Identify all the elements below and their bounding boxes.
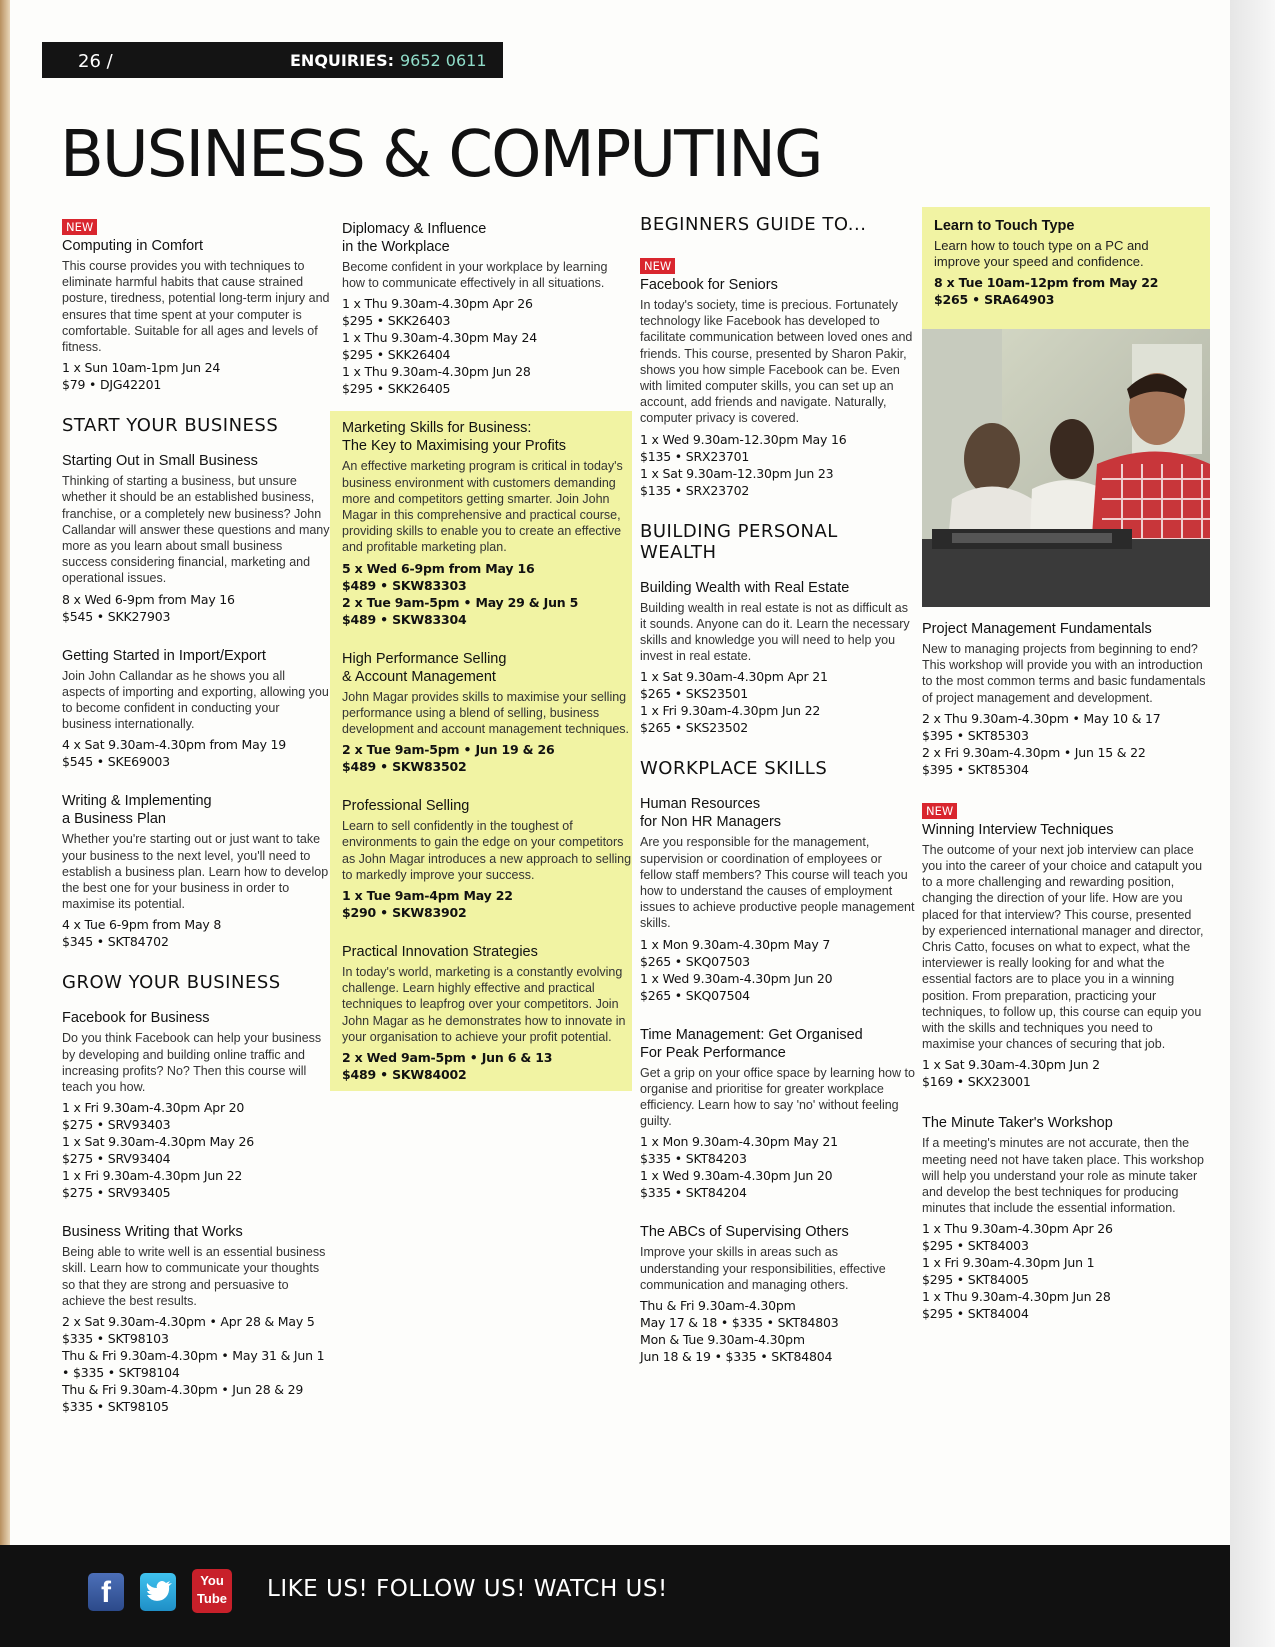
session: 2 x Sat 9.30am-4.30pm • Apr 28 & May 5 [62, 1314, 315, 1330]
course-sessions [922, 1220, 1206, 1322]
course-business-writing [62, 1223, 330, 1415]
course-name: The ABCs of Supervising Others [640, 1224, 849, 1241]
typing-students-photo [922, 329, 1210, 607]
session: 1 x Tue 9am-4pm May 22 [342, 888, 513, 904]
course-name: Professional Selling [342, 798, 470, 815]
course-name-line1: High Performance Selling [342, 650, 507, 667]
new-badge: NEW [922, 803, 957, 819]
course-description: John Magar provides skills to maximise your selling performance using a blend of selling, business development and account management techniques. [342, 689, 629, 737]
course-sessions [62, 1099, 330, 1201]
price-code: $135 • SRX23702 [640, 482, 750, 498]
course-description: This course provides you with techniques to eliminate harmful habits that cause strained posture, tiredness, potential long-term injury and ensures that time spent at your computer is comfortable. Suitable for all ages and levels of fitness. [62, 259, 330, 355]
course-name-line1: Human Resources [640, 796, 761, 813]
page-edge-shadow [1230, 0, 1275, 1647]
session: 1 x Fri 9.30am-4.30pm Jun 22 [640, 703, 821, 719]
price-code: $169 • SKX23001 [922, 1074, 1031, 1090]
course-marketing [342, 419, 632, 627]
course-innovation [342, 943, 632, 1083]
footer-slogan: LIKE US! FOLLOW US! WATCH US! [267, 1576, 668, 1602]
session: 1 x Fri 9.30am-4.30pm Jun 22 [62, 1168, 243, 1184]
course-sessions [934, 274, 1198, 308]
course-sessions [62, 591, 330, 625]
session: 2 x Tue 9am-5pm • Jun 19 & 26 [342, 742, 555, 758]
course-sessions [922, 1056, 1206, 1090]
course-sessions [342, 741, 632, 775]
section-heading-workplace: WORKPLACE SKILLS [640, 758, 828, 780]
course-name: Winning Interview Techniques [922, 821, 1114, 838]
course-description: In today's world, marketing is a constantly evolving challenge. Learn highly effective and practical techniques to leapfrog over your competitors. Join John Magar as he demonstrates how to innovate in your organisation to achieve your profit potential. [342, 965, 626, 1044]
course-name: Starting Out in Small Business [62, 453, 258, 470]
price-code: $135 • SRX23701 [640, 448, 750, 464]
price-code: $295 • SKT84005 [922, 1272, 1029, 1288]
course-sessions [922, 710, 1206, 778]
course-facebook-seniors [640, 257, 917, 499]
course-sessions [342, 560, 632, 628]
course-name: Facebook for Seniors [640, 277, 778, 293]
session: 1 x Fri 9.30am-4.30pm Jun 1 [922, 1255, 1095, 1271]
course-description: Get a grip on your office space by learning how to organise and prioritise for greater workplace efficiency. Learn how to say 'no' without feeling guilty. [640, 1065, 915, 1129]
session: 8 x Tue 10am-12pm from May 22 [934, 275, 1159, 291]
course-sessions [62, 916, 330, 950]
course-description: An effective marketing program is critical in today's business environment with customers demanding more and competitors getting smarter. Join John Magar in this comprehensive and practical course, providing skills to enable you to create an effective and profitable marketing plan. [342, 459, 623, 555]
course-interview [922, 802, 1206, 1091]
enquiries [290, 51, 487, 70]
course-description: Building wealth in real estate is not as difficult as it sounds. Anyone can do it. Learn the necessary skills and knowledge you will need to help you invest in real estate. [640, 600, 910, 664]
price-code: $295 • SKK26404 [342, 347, 451, 363]
session: 1 x Sat 9.30am-12.30pm Jun 23 [640, 465, 834, 481]
course-computing-comfort [62, 218, 330, 393]
session: 1 x Mon 9.30am-4.30pm May 21 [640, 1134, 838, 1150]
course-description: Are you responsible for the management, supervision or coordination of employees or fellow staff members? This course will teach you how to understand the causes of employment issues to achieve productive people management skills. [640, 835, 915, 931]
course-name: Learn to Touch Type [934, 218, 1075, 234]
session: 1 x Thu 9.30am-4.30pm Apr 26 [342, 296, 533, 312]
session: 1 x Thu 9.30am-4.30pm May 24 [342, 330, 537, 346]
course-supervising [640, 1223, 917, 1365]
session: Thu & Fri 9.30am-4.30pm • Jun 28 & 29 [62, 1382, 304, 1398]
course-description: Learn to sell confidently in the toughest of environments to gain the edge on your competitors as John Magar introduces a new approach to selling to markedly improve your success. [342, 819, 632, 882]
facebook-icon[interactable]: f [88, 1573, 124, 1611]
price-code: $265 • SKS23502 [640, 720, 748, 736]
column-3 [640, 214, 917, 1379]
price-code: $265 • SRA64903 [934, 292, 1055, 308]
highlight-panel [330, 411, 632, 1091]
session: 1 x Thu 9.30am-4.30pm Jun 28 [922, 1289, 1111, 1305]
course-name-line1: Writing & Implementing [62, 793, 212, 810]
session: 1 x Wed 9.30am-12.30pm May 16 [640, 431, 847, 447]
session: 2 x Fri 9.30am-4.30pm • Jun 15 & 22 [922, 744, 1146, 760]
price-code: $395 • SKT85303 [922, 727, 1029, 743]
course-description: New to managing projects from beginning to end? This workshop will provide you with an introduction to the most common terms and basic fundamentals of project management and development. [922, 642, 1206, 705]
price-code: $265 • SKS23501 [640, 686, 748, 702]
session: 4 x Tue 6-9pm from May 8 [62, 917, 222, 933]
price-code: $345 • SKT84702 [62, 934, 169, 950]
course-description: In today's society, time is precious. Fortunately technology like Facebook has developed to facilitate communication between loved ones and friends. This course, presented by Sharon Pakir, shows you how simple Facebook can be. Even with limited computer skills, you can set up an account, add friends and navigate. Naturally, computer privacy is covered. [640, 298, 913, 426]
price-code: $295 • SKT84004 [922, 1306, 1029, 1322]
session: 5 x Wed 6-9pm from May 16 [342, 560, 535, 576]
page-number: 26 / [78, 51, 113, 72]
session: Mon & Tue 9.30am-4.30pm [640, 1332, 805, 1348]
course-name: Project Management Fundamentals [922, 621, 1152, 637]
header-bar [42, 42, 503, 78]
course-minute-taker [922, 1114, 1206, 1322]
course-small-business [62, 452, 330, 624]
course-name-line2: in the Workplace [342, 239, 450, 255]
price-code: $335 • SKT84203 [640, 1151, 747, 1167]
course-name-line2: for Non HR Managers [640, 814, 782, 831]
new-badge: NEW [62, 219, 97, 235]
course-import-export [62, 647, 330, 771]
course-description: Do you think Facebook can help your business by developing and building online traffic and increasing profits? No? Then this course will teach you how. [62, 1031, 322, 1095]
session: 2 x Thu 9.30am-4.30pm • May 10 & 17 [922, 710, 1161, 726]
course-name-line2: For Peak Performance [640, 1044, 786, 1061]
course-name-line1: Time Management: Get Organised [640, 1026, 863, 1043]
price-code: $275 • SRV93405 [62, 1185, 171, 1201]
price-code: $295 • SKT84003 [922, 1238, 1029, 1254]
course-sessions [640, 668, 917, 736]
price-code: $545 • SKE69003 [62, 754, 170, 770]
course-description: Whether you're starting out or just want to take your business to the next level, you'll need to establish a business plan. Learn how to develop the best one for your business in order to maximise its potential. [62, 832, 329, 912]
course-name-line2: The Key to Maximising your Profits [342, 438, 567, 455]
session: 1 x Thu 9.30am-4.30pm Jun 28 [342, 364, 531, 380]
course-sessions [342, 295, 632, 397]
course-name: Getting Started in Import/Export [62, 647, 266, 664]
session: 1 x Sat 9.30am-4.30pm May 26 [62, 1134, 254, 1150]
column-4 [922, 620, 1206, 1336]
session: 1 x Sun 10am-1pm Jun 24 [62, 360, 221, 376]
price-code: $295 • SKK26405 [342, 381, 451, 397]
course-name-line1: Marketing Skills for Business: [342, 420, 532, 437]
price-code: $489 • SKW83303 [342, 577, 467, 593]
session: 1 x Sat 9.30am-4.30pm Apr 21 [640, 669, 828, 685]
new-badge: NEW [640, 258, 675, 274]
price-code: $295 • SKK26403 [342, 313, 451, 329]
course-description: Thinking of starting a business, but unsure whether it should be an established business, franchise, or a completely new business? John Callandar will answer these questions and many more as you learn about small business success considering financial, marketing and operational issues. [62, 474, 330, 586]
course-sessions [62, 359, 330, 393]
price-code: $335 • SKT98103 [62, 1331, 169, 1347]
session: Thu & Fri 9.30am-4.30pm • May 31 & Jun 1 • $335 • SKT98104 [62, 1348, 325, 1381]
course-sessions [342, 887, 632, 921]
session: 1 x Thu 9.30am-4.30pm Apr 26 [922, 1221, 1113, 1237]
course-professional-selling [342, 797, 632, 921]
course-diplomacy [342, 220, 632, 397]
course-project-management [922, 620, 1206, 778]
column-2 [342, 220, 632, 1091]
course-sessions [342, 1049, 632, 1083]
youtube-icon[interactable] [192, 1569, 232, 1613]
price-code: $335 • SKT98105 [62, 1399, 169, 1415]
session: 1 x Wed 9.30am-4.30pm Jun 20 [640, 1168, 833, 1184]
course-sessions [640, 1297, 917, 1365]
session: 1 x Fri 9.30am-4.30pm Apr 20 [62, 1100, 245, 1116]
course-real-estate [640, 579, 917, 737]
youtube-icon-line1: You [200, 1573, 224, 1588]
price-code: $265 • SKQ07504 [640, 987, 750, 1003]
course-name: Building Wealth with Real Estate [640, 579, 850, 596]
course-name: Business Writing that Works [62, 1224, 243, 1241]
course-name-line1: Diplomacy & Influence [342, 221, 487, 237]
price-code: $79 • DJG42201 [62, 377, 162, 393]
course-description: The outcome of your next job interview can place you into the career of your choice and catapult you to a more challenging and rewarding position, changing the direction of your life. How are you placed for that interview? This course, presented by experienced international manager and director, Chris Catto, focuses on what to expect, what the interviewer is really looking for and what the essential factors are to place you in a winning position. From preparation, practicing your techniques, to follow up, this course can equip you with the skills and techniques you need to maximise your chances of securing that job. [922, 842, 1204, 1052]
course-sessions [62, 1313, 330, 1415]
session: 8 x Wed 6-9pm from May 16 [62, 591, 235, 607]
price-code: May 17 & 18 • $335 • SKT84803 [640, 1315, 839, 1331]
price-code: $395 • SKT85304 [922, 761, 1029, 777]
session: 4 x Sat 9.30am-4.30pm from May 19 [62, 737, 287, 753]
touch-type-panel [922, 207, 1210, 607]
course-description: Join John Callandar as he shows you all aspects of importing and exporting, allowing you to become confident in conducting your business internationally. [62, 668, 329, 732]
price-code: $275 • SRV93403 [62, 1117, 171, 1133]
session: 1 x Wed 9.30am-4.30pm Jun 20 [640, 970, 833, 986]
price-code: $290 • SKW83902 [342, 905, 467, 921]
session: 1 x Sat 9.30am-4.30pm Jun 2 [922, 1057, 1100, 1073]
youtube-icon-line2: Tube [196, 1591, 228, 1606]
session: 2 x Wed 9am-5pm • Jun 6 & 13 [342, 1050, 553, 1066]
course-name: Facebook for Business [62, 1010, 210, 1027]
twitter-icon[interactable] [140, 1573, 176, 1611]
session: 2 x Tue 9am-5pm • May 29 & Jun 5 [342, 594, 579, 610]
price-code: Jun 18 & 19 • $335 • SKT84804 [640, 1349, 833, 1365]
course-facebook-business [62, 1009, 330, 1201]
course-sessions [640, 936, 917, 1004]
footer-bar [0, 1545, 1230, 1647]
price-code: $335 • SKT84204 [640, 1185, 747, 1201]
course-description: Learn how to touch type on a PC and improve your speed and confidence. [934, 238, 1149, 270]
course-sessions [62, 736, 330, 770]
course-sessions [640, 1133, 917, 1201]
course-name-line2: & Account Management [342, 668, 496, 685]
price-code: $489 • SKW84002 [342, 1067, 467, 1083]
course-time-management [640, 1026, 917, 1202]
enquiries-label: ENQUIRIES: [290, 51, 394, 70]
price-code: $545 • SKK27903 [62, 608, 171, 624]
section-heading-wealth: BUILDING PERSONAL WEALTH [640, 520, 838, 563]
course-high-performance [342, 650, 632, 776]
course-name: Computing in Comfort [62, 238, 204, 254]
course-name: Practical Innovation Strategies [342, 944, 538, 961]
course-hr [640, 795, 917, 1003]
course-business-plan [62, 792, 330, 950]
course-description: Being able to write well is an essential business skill. Learn how to communicate your thoughts so that they are strong and persuasive to achieve the best results. [62, 1245, 326, 1308]
price-code: $275 • SRV93404 [62, 1151, 171, 1167]
binding-edge [0, 0, 10, 1647]
course-name: The Minute Taker's Workshop [922, 1115, 1113, 1132]
page-title: BUSINESS & COMPUTING [60, 118, 822, 192]
section-heading-beginners: BEGINNERS GUIDE TO... [640, 214, 867, 235]
course-description: Improve your skills in areas such as understanding your responsibilities, effective communication and managing others. [640, 1245, 886, 1292]
course-description: Become confident in your workplace by learning how to communicate effectively in all situations. [342, 260, 608, 291]
course-name-line2: a Business Plan [62, 811, 166, 828]
twitter-bird-glyph [140, 1573, 176, 1611]
enquiries-phone: 9652 0611 [400, 51, 487, 70]
course-description: If a meeting's minutes are not accurate, then the meeting need not have taken place. This workshop will help you understand your role as minute taker and develop the best techniques for producing minutes that include the essential information. [922, 1136, 1204, 1216]
course-sessions [640, 431, 917, 499]
price-code: $265 • SKQ07503 [640, 953, 750, 969]
section-heading-grow: GROW YOUR BUSINESS [62, 972, 281, 994]
price-code: $489 • SKW83502 [342, 759, 467, 775]
section-heading-start: START YOUR BUSINESS [62, 415, 279, 437]
price-code: $489 • SKW83304 [342, 611, 467, 627]
column-1 [62, 218, 330, 1429]
session: 1 x Mon 9.30am-4.30pm May 7 [640, 936, 831, 952]
session: Thu & Fri 9.30am-4.30pm [640, 1298, 796, 1314]
